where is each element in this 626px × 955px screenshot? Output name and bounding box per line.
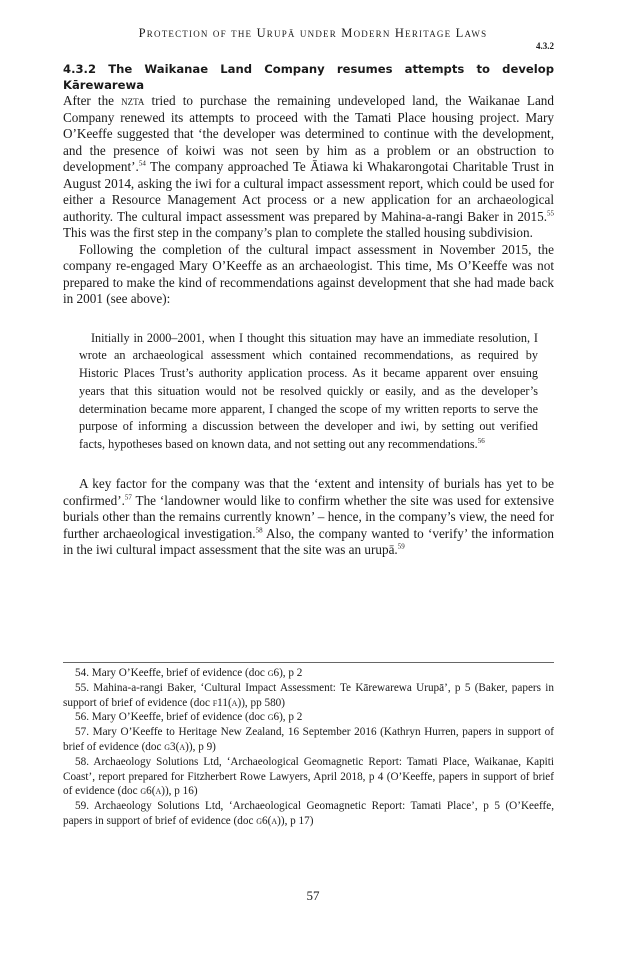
small-caps-text: g6(a) (256, 814, 281, 827)
section-number: 4.3.2 (63, 62, 97, 76)
body-paragraph: After the nzta tried to purchase the remaining undeveloped land, the Waikanae Land Company renewed its attempts to proceed with the Tamati Place housing project. Mary O’Keeffe suggested that ‘the developer was determined to continue with the development, and the presence of koiwi was not seen by him as a problem or an obstruction to development’.$^{54}$ The company approached Te Ātiawa ki Whakarongotai Charitable Trust in August 2014, asking the iwi for a cultural impact assessment report, which could be used for either a Resource Management Act process or a new application for an archaeological authority. The cultural impact assessment was prepared by Mahina-a-rangi Baker in 2015.55 This was the first step in the company’s plan to complete the stalled housing subdivision. (63, 93, 554, 240)
footnote-reference: 58 (255, 526, 263, 535)
footnote-reference: 54 (138, 159, 146, 168)
footnote-divider (63, 662, 554, 663)
footnote: 55. Mahina-a-rangi Baker, ‘Cultural Impact Assessment: Te Kārewarewa Urupā’, p 5 (Baker, papers in support of brief of evidence (doc f11(a)), pp 580) (63, 681, 554, 709)
footnote-reference: 59 (397, 542, 405, 551)
small-caps-text: g6 (267, 711, 280, 724)
footnote-reference: 57 (124, 493, 132, 502)
small-caps-text: nzta (121, 93, 145, 108)
page-number: 57 (306, 888, 320, 903)
main-text (63, 61, 554, 559)
section-title: The Waikanae Land Company resumes attempts to develop Kārewarewa (63, 62, 554, 92)
body-paragraph: A key factor for the company was that the ‘extent and intensity of burials has yet to be confirmed’.$^{57}$ The ‘landowner would like to confirm whether the site was used for extensive burials other than the remains currently known’ – hence, in the company’s view, the need for further archaeological investigation.$^{58}$ Also, the company wanted to ‘verify’ the information in the iwi cultural impact assessment that the site was an urupā.$^{59}$ (63, 476, 554, 558)
footnote-reference: 55 (547, 209, 554, 218)
footnote: 54. Mary O’Keeffe, brief of evidence (doc g6), p 2 (75, 667, 303, 679)
footnote: 58. Archaeology Solutions Ltd, ‘Archaeological Geomagnetic Report: Tamati Place, Waikanae, Kapiti Coast’, report prepared for Fitzherbert Rowe Lawyers, April 2018, p 4 (O’Keeffe, papers in support of brief of evidence (doc g6(a)), p 16) (63, 755, 554, 798)
footnote: 57. Mary O’Keeffe to Heritage New Zealand, 16 September 2016 (Kathryn Hurren, papers in support of brief of evidence (doc g3(a)), p 9) (63, 726, 554, 753)
footnotes (63, 666, 554, 829)
footnote-number: 55 (75, 681, 87, 694)
footnote: 56. Mary O’Keeffe, brief of evidence (doc g6), p 2 (75, 711, 303, 724)
small-caps-text: g3(a) (164, 740, 189, 753)
footnote-number: 54 (75, 667, 87, 679)
footnote-reference: 56 (477, 437, 485, 446)
footnote-number: 58 (75, 755, 87, 768)
section-heading (63, 61, 554, 93)
footnote-number: 56 (75, 711, 87, 724)
section-reference: 4.3.2 (536, 41, 554, 51)
footnote-number: 57 (75, 726, 87, 739)
small-caps-text: g6(a) (140, 785, 165, 798)
running-header: Protection of the Urupā under Modern Heritage Laws (138, 26, 488, 40)
body-paragraph: Following the completion of the cultural impact assessment in November 2015, the company re-engaged Mary O’Keeffe as an archaeologist. This time, Ms O’Keeffe was not prepared to make the kind of recommendations against development that she had made back in 2001 (see above): (63, 241, 554, 306)
small-caps-text: g6 (267, 667, 280, 679)
small-caps-text: f11(a) (212, 696, 242, 709)
block-quote: Initially in 2000–2001, when I thought this situation may have an immediate resolution, I wrote an archaeological assessment which contained recommendations, as required by Historic Places Trust’s authority application process. As it became apparent over ensuing years that this situation would not be resolved quickly or easily, and as the developer’s determination became more apparent, I changed the scope of my written reports to serve the purpose of informing a discussion between the developer and iwi, by setting out verified facts, hypotheses based on known data, and not setting out any recommendations.$^{56}$ (79, 330, 538, 452)
footnote-number: 59 (75, 800, 87, 813)
footnote: 59. Archaeology Solutions Ltd, ‘Archaeological Geomagnetic Report: Tamati Place’, p 5 (O’Keeffe, papers in support of brief of evidence (doc g6(a)), p 17) (63, 800, 554, 827)
